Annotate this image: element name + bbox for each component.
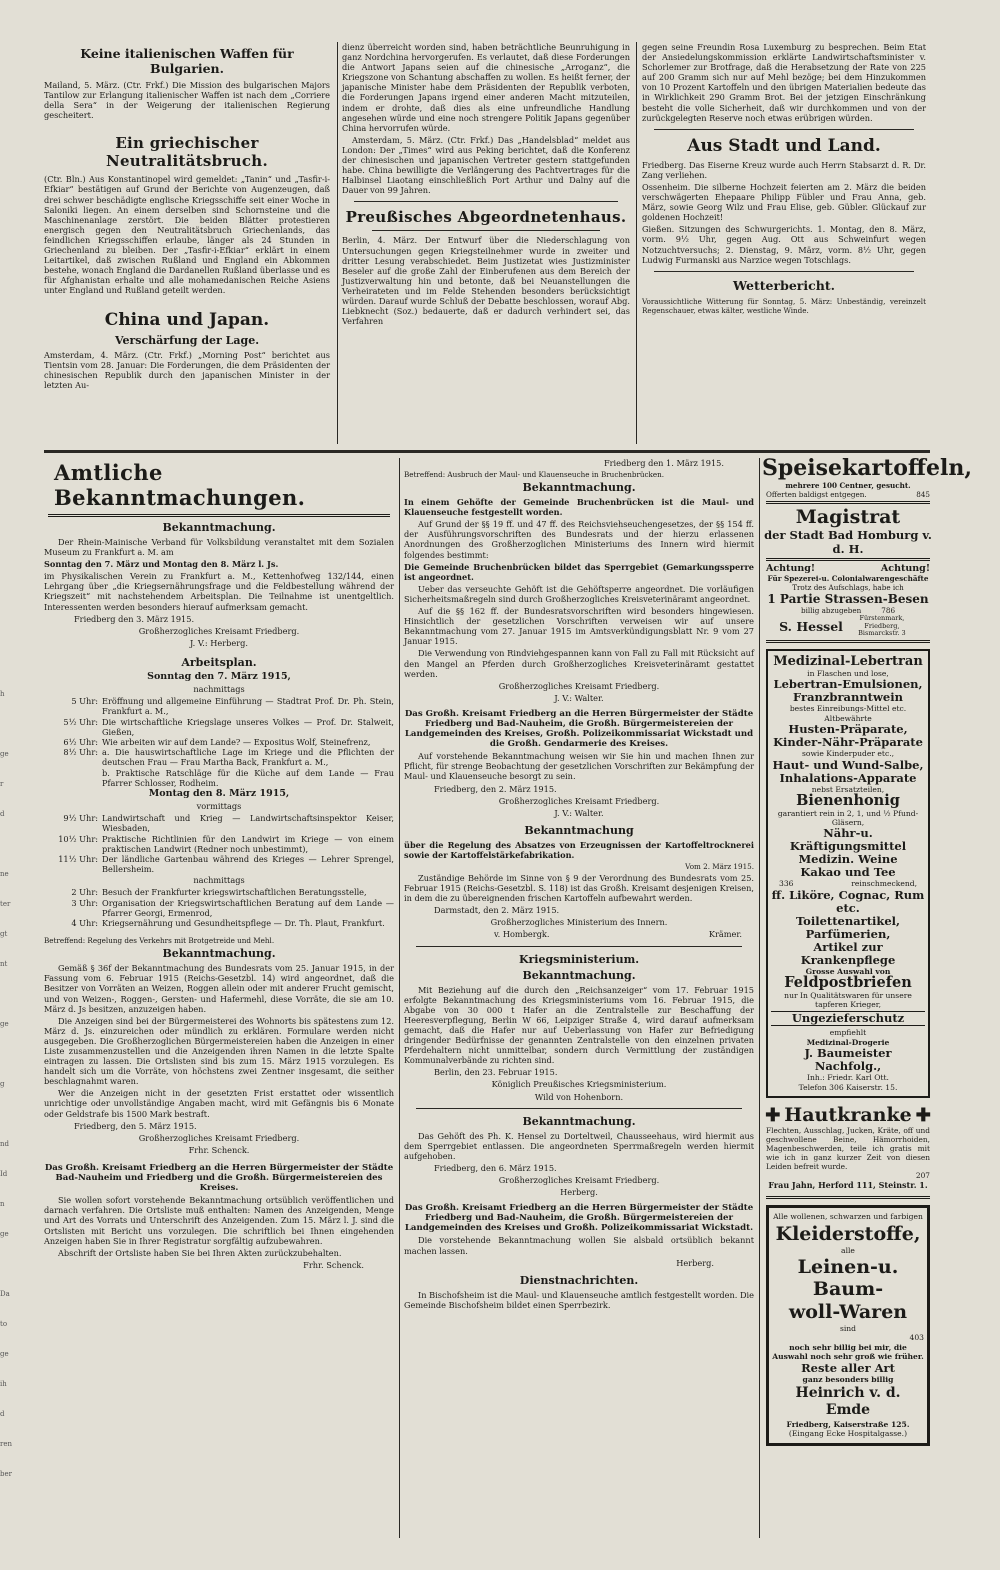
edge-fragment: Da <box>0 1290 10 1298</box>
ad-hessel-achtung-left: Achtung! <box>766 563 816 574</box>
cross-icon: ✚ <box>915 1104 931 1126</box>
amtliche-middle-column <box>404 458 754 1538</box>
ad-hessel-address: Fürstenmark, Friedberg, Bismarckstr. 3 <box>858 614 906 637</box>
headline-abgeordnetenhaus: Preußisches Abgeordnetenhaus. <box>345 208 627 227</box>
schedule-time: 11½ Uhr: <box>58 853 98 864</box>
ad-hessel-row <box>762 606 934 615</box>
ad-drog-s9: empfiehlt <box>829 1028 867 1038</box>
heading-kreisamt: Das Großh. Kreisamt Friedberg an die Herren Bürgermeister der Städte Bad-Nauheim und Friedberg und die Großh. Bürgermeistereien des Kreises. <box>44 1162 394 1194</box>
text-signature-2: J. V.: Herberg. <box>189 637 249 648</box>
ad-emde <box>766 1205 930 1446</box>
ad-drog-s5: garantiert rein in 2, 1, und ½ Pfund-Gläsern, <box>777 808 919 827</box>
schedule-row <box>44 717 394 737</box>
schedule-day-1 <box>44 696 394 788</box>
schedule-topic: a. Die hauswirtschaftliche Lage im Kriege und die Pflichten der deutschen Frau — Frau Martha Back, Frankfurt a. M., <box>102 747 394 768</box>
ad-drog-t3: Franzbranntwein <box>793 690 903 705</box>
text-sperrgebiet: Die Gemeinde Bruchenbrücken bildet das Sperrgebiet (Gemarkungssperre ist angeordnet. <box>404 561 754 582</box>
text-vormittags: vormittags <box>196 801 242 812</box>
ad-hessel-besen: 1 Partie Strassen-Besen <box>767 592 929 606</box>
headline-wetterbericht: Wetterbericht. <box>733 277 835 293</box>
text-signature-1: Großherzogliches Kreisamt Friedberg. <box>138 625 300 636</box>
schedule-row <box>44 854 394 874</box>
ad-hessel-name-row <box>762 615 934 638</box>
schedule-topic: Eröffnung und allgemeine Einführung — Stadtrat Prof. Dr. Ph. Stein, Frankfurt a. M., <box>102 696 394 717</box>
text-signature-6: Großherzogliches Kreisamt Friedberg. <box>498 680 660 691</box>
edge-fragment: ge <box>0 1350 9 1358</box>
edge-fragment: d <box>0 810 5 818</box>
text-bischofsheim: In Bischofsheim ist die Maul- und Klauenseuche amtlich festgestellt worden. Die Gemeinde Bischofsheim bildet einen Sperrbezirk. <box>404 1289 754 1310</box>
edge-fragment: n <box>0 1200 5 1208</box>
text-nachmittags: nachmittags <box>193 684 245 695</box>
text-verband: Der Rhein-Mainische Verband für Volksbildung veranstaltet mit dem Sozialen Museum zu Frankfurt a. M. am <box>44 537 394 558</box>
edge-fragment <box>0 720 9 750</box>
text-lehrgang: im Physikalischen Verein zu Frankfurt a. M., Kettenhofweg 132/144, einen Lehrgang über „die Kriegsernährungsfrage und die Feldbestellung während der Kriegszeit“ mit nachstehendem Arbeitsplan. Die Teilnahme ist unentgeltlich. Interessenten werden besonders hierauf aufmerksam gemacht. <box>44 571 394 612</box>
edge-fragment: d <box>0 1410 5 1418</box>
text-signature-4: Frhr. Schenck. <box>188 1144 250 1155</box>
divider <box>372 230 600 231</box>
amtliche-left-column <box>44 458 394 1538</box>
text-signature-17: Herberg. <box>676 1257 714 1268</box>
signature-line <box>404 929 754 939</box>
ad-drog-t6: Haut- und Wund-Salbe, <box>772 757 924 772</box>
ad-emde-l5: Reste aller Art <box>801 1360 895 1375</box>
ad-haut-text: Flechten, Ausschlag, Jucken, Kräte, off und geschwollene Beine, Hämorrhoiden, Magenbeschwerden, teile ich gratis mit wie ich in ganz kurzer Zeit von diesen Leiden befreit wurde. <box>766 1126 930 1172</box>
schedule-row <box>44 768 394 788</box>
heading-bekanntmachung-2: Bekanntmachung. <box>162 947 276 961</box>
ad-drog-t13: Toilettenartikel, <box>795 913 901 928</box>
ad-haut-number: 207 <box>915 1171 930 1181</box>
text-signature-8: Großherzogliches Kreisamt Friedberg. <box>498 795 660 806</box>
text-signature-12: Krämer. <box>708 929 742 940</box>
ad-drog-t14: Parfümerien, <box>805 926 891 941</box>
schedule-time: 6½ Uhr: <box>63 736 98 747</box>
ad-haut-title-row <box>766 1104 930 1126</box>
ad-drog-s4: nebst Ersatzteilen, <box>811 784 885 794</box>
text-signature-15: Großherzogliches Kreisamt Friedberg. <box>498 1174 660 1185</box>
text-termin: Sonntag den 7. März und Montag den 8. März l. Js. <box>44 559 279 570</box>
text-signature-10: Großherzogliches Ministerium des Innern. <box>490 917 668 928</box>
schedule-day-2-afternoon <box>44 887 394 928</box>
heading-kriegsministerium: Kriegsministerium. <box>518 952 640 966</box>
text-vom: Vom 2. März 1915. <box>685 862 754 871</box>
ad-haut-title: Hautkranke <box>784 1104 912 1127</box>
edge-fragment: h <box>0 690 5 698</box>
ad-drog-t7: Inhalations-Apparate <box>779 770 917 785</box>
schedule-topic: Wie arbeiten wir auf dem Lande? — Expositus Wolf, Steinefrenz, <box>102 736 371 747</box>
schedule-row <box>44 696 394 716</box>
ad-drog-t5: Kinder-Nähr-Präparate <box>773 735 923 750</box>
text-bundesratsvorschriften: Auf die §§ 162 ff. der Bundesratsvorschriften wird besonders hingewiesen. Hinsichtlich der gesetzlichen Vorschriften verweisen wir auf unsere Bekanntmachung vom 27. Januar 1915 im Amtsverkündigungsblatt Nr. 9 vom 27 Januar 1915. <box>404 606 754 647</box>
ad-drog-s2: bestes Einreibungs-Mittel etc. Altbewährte <box>789 704 907 723</box>
edge-fragment: ih <box>0 1380 7 1388</box>
column-rule <box>399 458 400 1538</box>
schedule-topic: Kriegsernährung und Gesundheitspflege — Dr. Th. Plaut, Frankfurt. <box>102 918 385 929</box>
heading-kreisamt-2: Das Großh. Kreisamt Friedberg an die Herren Bürgermeister der Städte Friedberg und Bad-Nauheim, die Großh. Bürgermeistereien der Landgemeinden des Kreises, Großh. Polizeikommissariat Wickstadt und die Großh. Gendarmerie des Kreises. <box>404 708 754 750</box>
ad-drog-t4: Husten-Präparate, <box>788 722 908 737</box>
text-betreff-seuche: Betreffend: Ausbruch der Maul- und Klauenseuche in Bruchenbrücken. <box>404 470 665 480</box>
ad-hessel-line-2: Trotz des Aufschlags, habe ich <box>792 583 904 592</box>
text-signature-5: Frhr. Schenck. <box>303 1259 364 1270</box>
schedule-topic: Landwirtschaft und Krieg — Landwirtschaftsinspektor Keiser, Wiesbaden, <box>102 813 394 834</box>
ad-drog-s7: Grosse Auswahl von <box>805 966 891 976</box>
ad-hessel <box>762 563 934 638</box>
ad-speisekartoffeln-footer <box>762 490 934 499</box>
divider <box>416 946 742 947</box>
ad-drog-t17: Ungezieferschutz <box>771 1011 925 1026</box>
text-date-6: Friedberg, den 6. März 1915. <box>434 1162 557 1173</box>
text-kreisamt-2: Auf vorstehende Bekanntmachung weisen wir Sie hin und machen Ihnen zur Pflicht, für strenge Beobachtung der gesetzlichen Vorschriften zur Bekämpfung der Maul- und Klauenseuche besorgt zu sein. <box>404 751 754 782</box>
schedule-time: 8½ Uhr: <box>63 747 98 758</box>
text-gehoeftsperre: Ueber das verseuchte Gehöft ist die Gehöftsperre angeordnet. Die vorläufigen Sicherheitsmaßregeln sind durch Großherzogliches Kreisveterinäramt angeordnet. <box>404 583 754 604</box>
ad-emde-t4: Heinrich v. d. Emde <box>795 1384 901 1418</box>
ad-magistrat-title: Magistrat <box>795 506 901 528</box>
ad-rule <box>766 501 930 504</box>
edge-fragment: nd <box>0 1140 9 1148</box>
ad-emde-l2: alle <box>841 1245 855 1255</box>
schedule-time <box>44 768 102 788</box>
edge-fragment: g <box>0 1080 5 1088</box>
edge-fragment: ren <box>0 1440 12 1448</box>
ad-magistrat <box>762 506 934 556</box>
ad-drog-t10: Medizin. Weine <box>798 852 898 867</box>
schedule-time: 3 Uhr: <box>71 897 98 908</box>
text-ossenheim: Ossenheim. Die silberne Hochzeit feierten am 2. März die beiden verschwägerten Ehepaare Philipp Fübler und Frau Anna, geb. März, sowie Georg Wilz und Frau Elise, geb. Gübler. Glückauf zur goldenen Hochzeit! <box>642 181 926 223</box>
ad-magistrat-sub: der Stadt Bad Homburg v. d. H. <box>764 528 932 556</box>
text-giessen: Gießen. Sitzungen des Schwurgerichts. 1. Montag, den 8. März, vorm. 9½ Uhr, gegen Aug. Ott aus Schweinfurt wegen Notzuchtversuchs; 2. Dienstag, 9. März, vorm. 8½ Uhr, gegen Ludwig Furmanski aus Narzice wegen Totschlags. <box>642 224 926 265</box>
heading-bekanntmachung-6: Bekanntmachung. <box>522 1114 636 1128</box>
ad-emde-l6: ganz besonders billig <box>802 1374 894 1384</box>
text-wetterbericht: Voraussichtliche Witterung für Sonntag, 5. März: Unbeständig, vereinzelt Regenschauer, etwas kälter, westliche Winde. <box>642 296 926 315</box>
ad-rule <box>766 1196 930 1199</box>
divider <box>354 201 618 202</box>
text-abgeordnetenhaus-cont: gegen seine Freundin Rosa Luxemburg zu besprechen. Beim Etat der Ansiedelungskommission erklärte Landwirtschaftsminister v. Schorlemer zur Brotfrage, daß die Herabsetzung der Rate von 225 auf 200 Gramm sich nur auf Mehl bezöge; bei dem Hinzukommen von 10 Prozent Kartoffeln und den übrigen Materialien bedeute das in Wirklichkeit 290 Gramm Brot. Bei der jetzigen Einschränkung besteht die volle Sicherheit, daß wir durchkommen und von der zurückgelegten Reserve noch etwas erübrigen würden. <box>642 42 926 123</box>
ad-speisekartoffeln <box>762 455 972 499</box>
ad-drog-s6: reinschmeckend, <box>851 879 917 889</box>
text-strafe: Wer die Anzeigen nicht in der gesetzten Frist erstattet oder wissentlich unrichtige oder unvollständige Angaben macht, wird mit Gefängnis bis 6 Monate oder Geldstrafe bis 1500 Mark bestraft. <box>44 1088 394 1119</box>
ad-speisekartoffeln-number: 845 <box>916 490 930 499</box>
edge-fragment: ge <box>0 1230 9 1238</box>
divider <box>654 271 914 272</box>
schedule-time: 9½ Uhr: <box>63 813 98 824</box>
edge-fragment: r <box>0 780 4 788</box>
heading-bekanntmachung-5: Bekanntmachung. <box>522 968 636 982</box>
text-signature-7: J. V.: Walter. <box>554 692 604 703</box>
ad-hessel-achtung-right: Achtung! <box>880 563 930 574</box>
ad-hessel-number: 786 <box>881 606 896 615</box>
text-date-5: Berlin, den 23. Februar 1915. <box>434 1067 558 1078</box>
headline-aus-stadt-und-land: Aus Stadt und Land. <box>687 135 881 156</box>
page-edge-fragments <box>0 690 12 1550</box>
text-signature-11: v. Hombergk. <box>494 929 550 940</box>
ad-emde-l1: Alle wollenen, schwarzen und farbigen <box>773 1212 923 1222</box>
text-date: Friedberg den 3. März 1915. <box>74 613 195 624</box>
text-day-2: Montag den 8. März 1915, <box>148 787 290 799</box>
schedule-topic: Der ländliche Gartenbau während des Krieges — Lehrer Sprengel, Bellersheim. <box>102 853 394 875</box>
advertisement-column <box>762 455 972 1540</box>
schedule-row <box>44 918 394 928</box>
top-column-2 <box>342 42 630 446</box>
text-hafer: Mit Beziehung auf die durch den „Reichsanzeiger“ vom 17. Februar 1915 erfolgte Bekanntmachung des Kriegsministeriums vom 16. Februar 1915, die Abgabe von 30 000 t Hafer an die Zentralstelle zur Beschaffung der Heeresverpflegung, Berlin W 66, Leipziger Straße 4, wird darauf aufmerksam gemacht, daß die Hafer nur auf Ueberlassung von Hafer zur Befriedigung dringender Bedürfnisse der genannten Zentralstelle von den einzelnen privaten Pferdehaltern nicht unmittelbar, sondern durch Vermittlung der zuständigen Kommunalverbände zu richten sind. <box>404 984 754 1066</box>
ad-emde-l7: Friedberg, Kaiserstraße 125. <box>786 1419 910 1429</box>
schedule-topic: Besuch der Frankfurter kriegswirtschaftlichen Beratungsstelle, <box>102 887 367 898</box>
edge-fragment <box>0 1050 9 1080</box>
heading-bekanntmachung: Bekanntmachung. <box>162 521 276 534</box>
ad-rule <box>766 640 930 643</box>
text-signature-3: Großherzogliches Kreisamt Friedberg. <box>138 1132 300 1143</box>
edge-fragment <box>0 840 9 870</box>
edge-fragment: ge <box>0 750 9 758</box>
edge-fragment: ne <box>0 870 9 878</box>
ad-emde-l3: sind <box>839 1323 857 1333</box>
ad-drog-s12: Telefon 306 Kaiserstr. 15. <box>798 1082 898 1092</box>
text-seuche-festgestellt: In einem Gehöfte der Gemeinde Bruchenbrücken ist die Maul- und Klauenseuche festgestellt worden. <box>404 497 754 518</box>
edge-fragment <box>0 990 9 1020</box>
edge-fragment: to <box>0 1320 8 1328</box>
headline-bulgarien: Keine italienischen Waffen für Bulgarien. <box>80 46 294 76</box>
ad-drog-s10: Medizinal-Drogerie <box>806 1037 890 1047</box>
text-china-japan: Amsterdam, 4. März. (Ctr. Frkf.) „Morning Post“ berichtet aus Tientsin vom 28. Januar: Die Forderungen, die dem Präsidenten der chinesischen Republik durch den japanischen Minister in der letzten Au- <box>44 349 330 390</box>
ad-drog-s3: sowie Kinderpuder etc., <box>801 749 895 759</box>
edge-fragment: ge <box>0 1020 9 1028</box>
text-signature-9: J. V.: Walter. <box>554 807 604 818</box>
ad-drog-t18: J. Baumeister Nachfolg., <box>804 1046 892 1074</box>
text-neutralitaetsbruch: (Ctr. Bln.) Aus Konstantinopel wird gemeldet: „Tanin“ und „Tasfir-i-Efkiar“ bestätigen auf Grund der Berichte von Augenzeugen, daß drei schwer beschädigte englische Kriegsschiffe seit einer Woche in Saloniki liegen. An einem derselben sind Schornsteine und die Maschinenanlage zerstört. Die beiden Blätter protestieren energisch gegen den Neutralitätsbruch Griechenlands, das feindlichen Kriegsschiffen erlaube, länger als 24 Stunden in Griechenland zu bleiben. Der „Tasfir-i-Efkiar“ erklärt in einem Leitartikel, daß zwischen Rußland und England ein Abkommen bestehe, wonach England die Dardanellen Rußland überlasse und es für Afghanistan erhalte und alle mohamedanischen Reiche Asiens unter England und Rußland geteilt werden. <box>44 174 330 296</box>
ad-drog-t15: Artikel zur Krankenpflege <box>800 939 896 967</box>
title-rule <box>48 514 390 517</box>
text-kartoffeltrocknerei: über die Regelung des Absatzes von Erzeugnissen der Kartoffeltrocknerei sowie der Kartoffelstärkefabrikation. <box>404 839 754 860</box>
divider <box>416 1108 742 1109</box>
text-signature-14: Wild von Hohenborn. <box>534 1091 624 1102</box>
ad-hessel-name: S. Hessel <box>779 618 843 634</box>
ad-emde-l8: (Eingang Ecke Hospitalgasse.) <box>788 1429 908 1439</box>
schedule-time: 4 Uhr: <box>71 918 98 929</box>
schedule-row <box>44 898 394 918</box>
text-signature-13: Königlich Preußisches Kriegsministerium. <box>491 1079 667 1090</box>
column-rule <box>759 458 760 1538</box>
edge-fragment <box>0 1260 9 1290</box>
schedule-row <box>44 747 394 767</box>
ad-speisekartoffeln-line-1: mehrere 100 Centner, gesucht. <box>785 481 911 490</box>
ad-emde-t1: Kleiderstoffe, <box>775 1222 921 1245</box>
ad-emde-l4: noch sehr billig bei mir, die Auswahl noch sehr groß wie früher. <box>772 1342 924 1362</box>
schedule-row <box>44 813 394 833</box>
ad-speisekartoffeln-title: Speisekartoffeln, <box>762 455 972 481</box>
cross-icon: ✚ <box>765 1104 781 1126</box>
ad-drog-t2: Lebertran-Emulsionen, <box>773 677 923 692</box>
subheadline-china-japan: Verschärfung der Lage. <box>114 333 260 347</box>
text-abschrift: Abschrift der Ortsliste haben Sie bei Ihren Akten zurückzubehalten. <box>58 1247 342 1258</box>
section-title-amtliche: Amtliche Bekanntmachungen. <box>54 460 306 510</box>
ad-haut-address: Frau Jahn, Herford 111, Steinstr. 1. <box>768 1180 928 1191</box>
text-nachmittags-2: nachmittags <box>193 875 245 886</box>
top-column-1 <box>44 42 330 446</box>
text-day-1: Sonntag den 7. März 1915, <box>147 670 291 682</box>
headline-china-japan: China und Japan. <box>104 309 270 330</box>
ad-hessel-achtung <box>762 563 934 574</box>
heading-bekanntmachung-4: Bekanntmachung <box>524 823 634 837</box>
schedule-time: 2 Uhr: <box>71 887 98 898</box>
edge-fragment: Id <box>0 1170 8 1178</box>
ad-emde-number: 403 <box>909 1333 924 1343</box>
text-signature-16: Herberg. <box>560 1187 598 1198</box>
ad-drogerie <box>766 649 930 1099</box>
text-anzeigen: Die Anzeigen sind bei der Bürgermeisterei des Wohnorts bis spätestens zum 12. März d. Js. einzureichen oder mündlich zu erklären. Formulare werden nicht ausgegeben. Die Großherzoglichen Bürgermeistereien haben die Anzeigen in einer Liste zusammenzustellen und die Anzeigenden ihren Namen in die letzte Spalte eintragen zu lassen. Die Ortslisten sind bis zum 15. März 1915 vorzulegen. Es handelt sich um die Vorräte, von höchstens zwei Zentner insgesamt, die seither beschlagnahmt waren. <box>44 1015 394 1087</box>
text-kreisamt-3: Die vorstehende Bekanntmachung wollen Sie alsbald ortsüblich bekannt machen lassen. <box>404 1235 754 1256</box>
ad-emde-t2: Leinen-u. Baum- <box>797 1255 899 1300</box>
ad-drog-t9: Nähr-u. Kräftigungsmittel <box>789 826 907 854</box>
text-date-top: Friedberg den 1. März 1915. <box>603 458 724 468</box>
edge-fragment: ber <box>0 1470 12 1478</box>
ad-drog-s11: Inh.: Friedr. Karl Ott. <box>807 1073 889 1083</box>
top-column-3 <box>642 42 926 446</box>
divider <box>654 129 914 130</box>
heading-arbeitsplan: Arbeitsplan. <box>181 655 257 669</box>
heading-bekanntmachung-3: Bekanntmachung. <box>522 481 636 495</box>
ad-drog-t12: ff. Liköre, Cognac, Rum etc. <box>771 887 925 915</box>
text-friedberg-kreuz: Friedberg. Das Eiserne Kreuz wurde auch Herrn Stabsarzt d. R. Dr. Zang verliehen. <box>642 159 926 180</box>
ad-drog-number: 336 <box>779 879 794 889</box>
text-brotgetreide: Gemäß § 36f der Bekanntmachung des Bundesrats vom 25. Januar 1915, in der Fassung vom 6. Februar 1915 (Reichs-Gesetzbl. 14) wird angeordnet, daß die Besitzer von Vorräten an Weizen, Roggen allein oder mit anderer Frucht gemischt, und von Weizen-, Roggen-, Gersten- und Hafermehl, diese Vorräte, die sie am 10. März d. Js besitzen, anzuzeigen haben. <box>44 963 394 1014</box>
edge-fragment: ter <box>0 900 11 908</box>
edge-fragment <box>0 1110 9 1140</box>
text-betreff-brotgetreide: Betreffend: Regelung des Verkehrs mit Brotgetreide und Mehl. <box>44 936 275 946</box>
text-bulgarien: Mailand, 5. März. (Ctr. Frkf.) Die Mission des bulgarischen Majors Tantilow zur Erlangung italienischer Waffen ist nach dem „Corriere della Sera“ in der Weigerung der italienischen Regierung gescheitert. <box>44 80 330 121</box>
text-date-2: Friedberg, den 5. März 1915. <box>74 1120 197 1131</box>
ad-drog-s8: nur In Qualitätswaren für unsere tapferen Krieger, <box>784 990 912 1010</box>
ad-hessel-line-1: Für Spezerei-u. Colonialwarengeschäfte <box>767 574 929 583</box>
schedule-row <box>44 887 394 897</box>
text-amsterdam: Amsterdam, 5. März. (Ctr. Frkf.) Das „Handelsblad“ meldet aus London: Der „Times“ wird aus Peking berichtet, daß die Konferenz der chinesischen und japanischen Vertreter gestern stattgefunden habe. China bewilligte die Verlängerung des Pachtvertrages für die Halbinsel Liaotang einschließlich Port Arthur und Dalny auf die Dauer von 99 Jahren. <box>342 134 630 196</box>
text-zustaendige-behoerde: Zuständige Behörde im Sinne von § 9 der Verordnung des Bundesrats vom 25. Februar 1915 (Reichs-Gesetzbl. S. 118) ist das Großh. Kreisamt desjenigen Kreisen, in dem die zu übereignenden frischen Kartoffeln aufbewahrt werden. <box>404 873 754 904</box>
ad-rule <box>766 558 930 561</box>
ad-hautkranke <box>766 1104 930 1190</box>
text-abgeordnetenhaus: Berlin, 4. März. Der Entwurf über die Niederschlagung von Untersuchungen gegen Kriegsteilnehmer wurde in zweiter und dritter Lesung verabschiedet. Beim Justizetat wies Justizminister Beseler auf die große Zahl der Einberufenen aus dem Bereich der Justizverwaltung hin und betonte, daß bei Neuanstellungen die Verheirateten und im Felde Stehenden besonders berücksichtigt würden. Darauf wurde Schluß der Debatte beschlossen, worauf Abg. Liebknecht (Soz.) bedauerte, daß er dadurch verhindert sei, das Verfahren <box>342 235 630 327</box>
text-kreisamt: Sie wollen sofort vorstehende Bekanntmachung ortsüblich veröffentlichen und darnach verfahren. Die Ortsliste muß enthalten: Namen des Anzeigenden, Menge und Art des Vorrats und Unterschrift des Anzeigenden. Zum 15. März l. J. sind die Ortslisten mit Bericht uns vorzulegen. Die schriftlich bei Ihnen eingehenden Anzeigen haben Sie in Ihrer Registratur sorgfältig aufzubewahren. <box>44 1195 394 1246</box>
schedule-topic: b. Praktische Ratschläge für die Küche auf dem Lande — Frau Pfarrer Schlosser, Rodheim. <box>102 767 394 788</box>
schedule-row <box>44 737 394 747</box>
schedule-topic: Organisation der Kriegswirtschaftlichen Beratung auf dem Lande — Pfarrer Georgi, Ermenrod, <box>102 897 394 918</box>
text-china-japan-cont: dienz überreicht worden sind, haben beträchtliche Beunruhigung in ganz Nordchina hervorgerufen. Es verlautet, daß diese Forderungen die Antwort Japans seien auf die chinesische „Arroganz“, die Kriegszone von Schantung abschaffen zu wollen. Es heißt ferner, der japanische Minister habe dem Präsidenten der Republik verboten, die Forderungen Japans irgend einer anderen Macht mitzuteilen, indem er drohte, daß dies als eine unfreundliche Handlung angesehen würde und eine noch strengere Politik Japans gegenüber China hervorrufen würde. <box>342 42 630 133</box>
column-rule <box>636 42 637 444</box>
ad-speisekartoffeln-line-2: Offerten baldigst entgegen. <box>766 490 867 499</box>
text-dorteltweil: Das Gehöft des Ph. K. Hensel zu Dorteltweil, Chausseehaus, wird hiermit aus dem Sperrgebiet entlassen. Die angeordneten Sperrmaßregeln werden hiermit aufgehoben. <box>404 1130 754 1161</box>
text-date-4: Darmstadt, den 2. März 1915. <box>434 905 560 916</box>
ad-emde-t3: woll-Waren <box>788 1300 908 1323</box>
headline-neutralitaetsbruch: Ein griechischer Neutralitätsbruch. <box>105 134 269 171</box>
section-rule <box>44 450 930 453</box>
ad-drog-t1: Medizinal-Lebertran <box>773 653 923 669</box>
heading-dienstnachrichten: Dienstnachrichten. <box>519 1273 639 1287</box>
ad-drog-t16: Feldpostbriefen <box>784 974 912 992</box>
schedule-row <box>44 834 394 854</box>
edge-fragment: nt <box>0 960 8 968</box>
ad-hessel-line-3: billig abzugeben <box>800 606 862 615</box>
schedule-day-2-morning <box>44 813 394 874</box>
edge-fragment: gt <box>0 930 8 938</box>
ad-drog-t11: Kakao und Tee <box>800 865 896 880</box>
schedule-time: 5½ Uhr: <box>63 716 98 727</box>
text-date-3: Friedberg, den 2. März 1915. <box>434 783 557 794</box>
ad-drog-s1: in Flaschen und lose, <box>807 669 889 678</box>
schedule-topic: Die wirtschaftliche Kriegslage unseres Volkes — Prof. Dr. Stalweit, Gießen, <box>102 716 394 737</box>
text-rindviehgespanne: Die Verwendung von Rindviehgespannen kann von Fall zu Fall mit Rücksicht auf den Mangel an Pferden durch Großherzogliches Kreisveterinäramt gestattet werden. <box>404 648 754 679</box>
schedule-topic: Praktische Richtlinien für den Landwirt im Kriege — von einem praktischen Landwirt (Redner noch unbestimmt), <box>102 833 394 854</box>
heading-kreisamt-3: Das Großh. Kreisamt Friedberg an die Herren Bürgermeister der Städte Friedberg und Bad-Nauheim, die Großh. Bürgermeistereien der Landgemeinden des Kreises und Großh. Polizeikommissariat Wickstadt. <box>404 1203 754 1234</box>
column-rule <box>337 42 338 444</box>
schedule-time: 10½ Uhr: <box>58 833 98 844</box>
text-reichsviehseuchengesetz: Auf Grund der §§ 19 ff. und 47 ff. des Reichsviehseuchengesetzes, der §§ 154 ff. der Ausführungsvorschriften des Bundesrats und der hierzu erlassenen Anordnungen des Großherzoglichen Ministeriums des Innern wird hiermit folgendes bestimmt: <box>404 519 754 560</box>
ad-drog-t8: Bienenhonig <box>796 792 900 810</box>
schedule-time: 5 Uhr: <box>71 696 98 707</box>
